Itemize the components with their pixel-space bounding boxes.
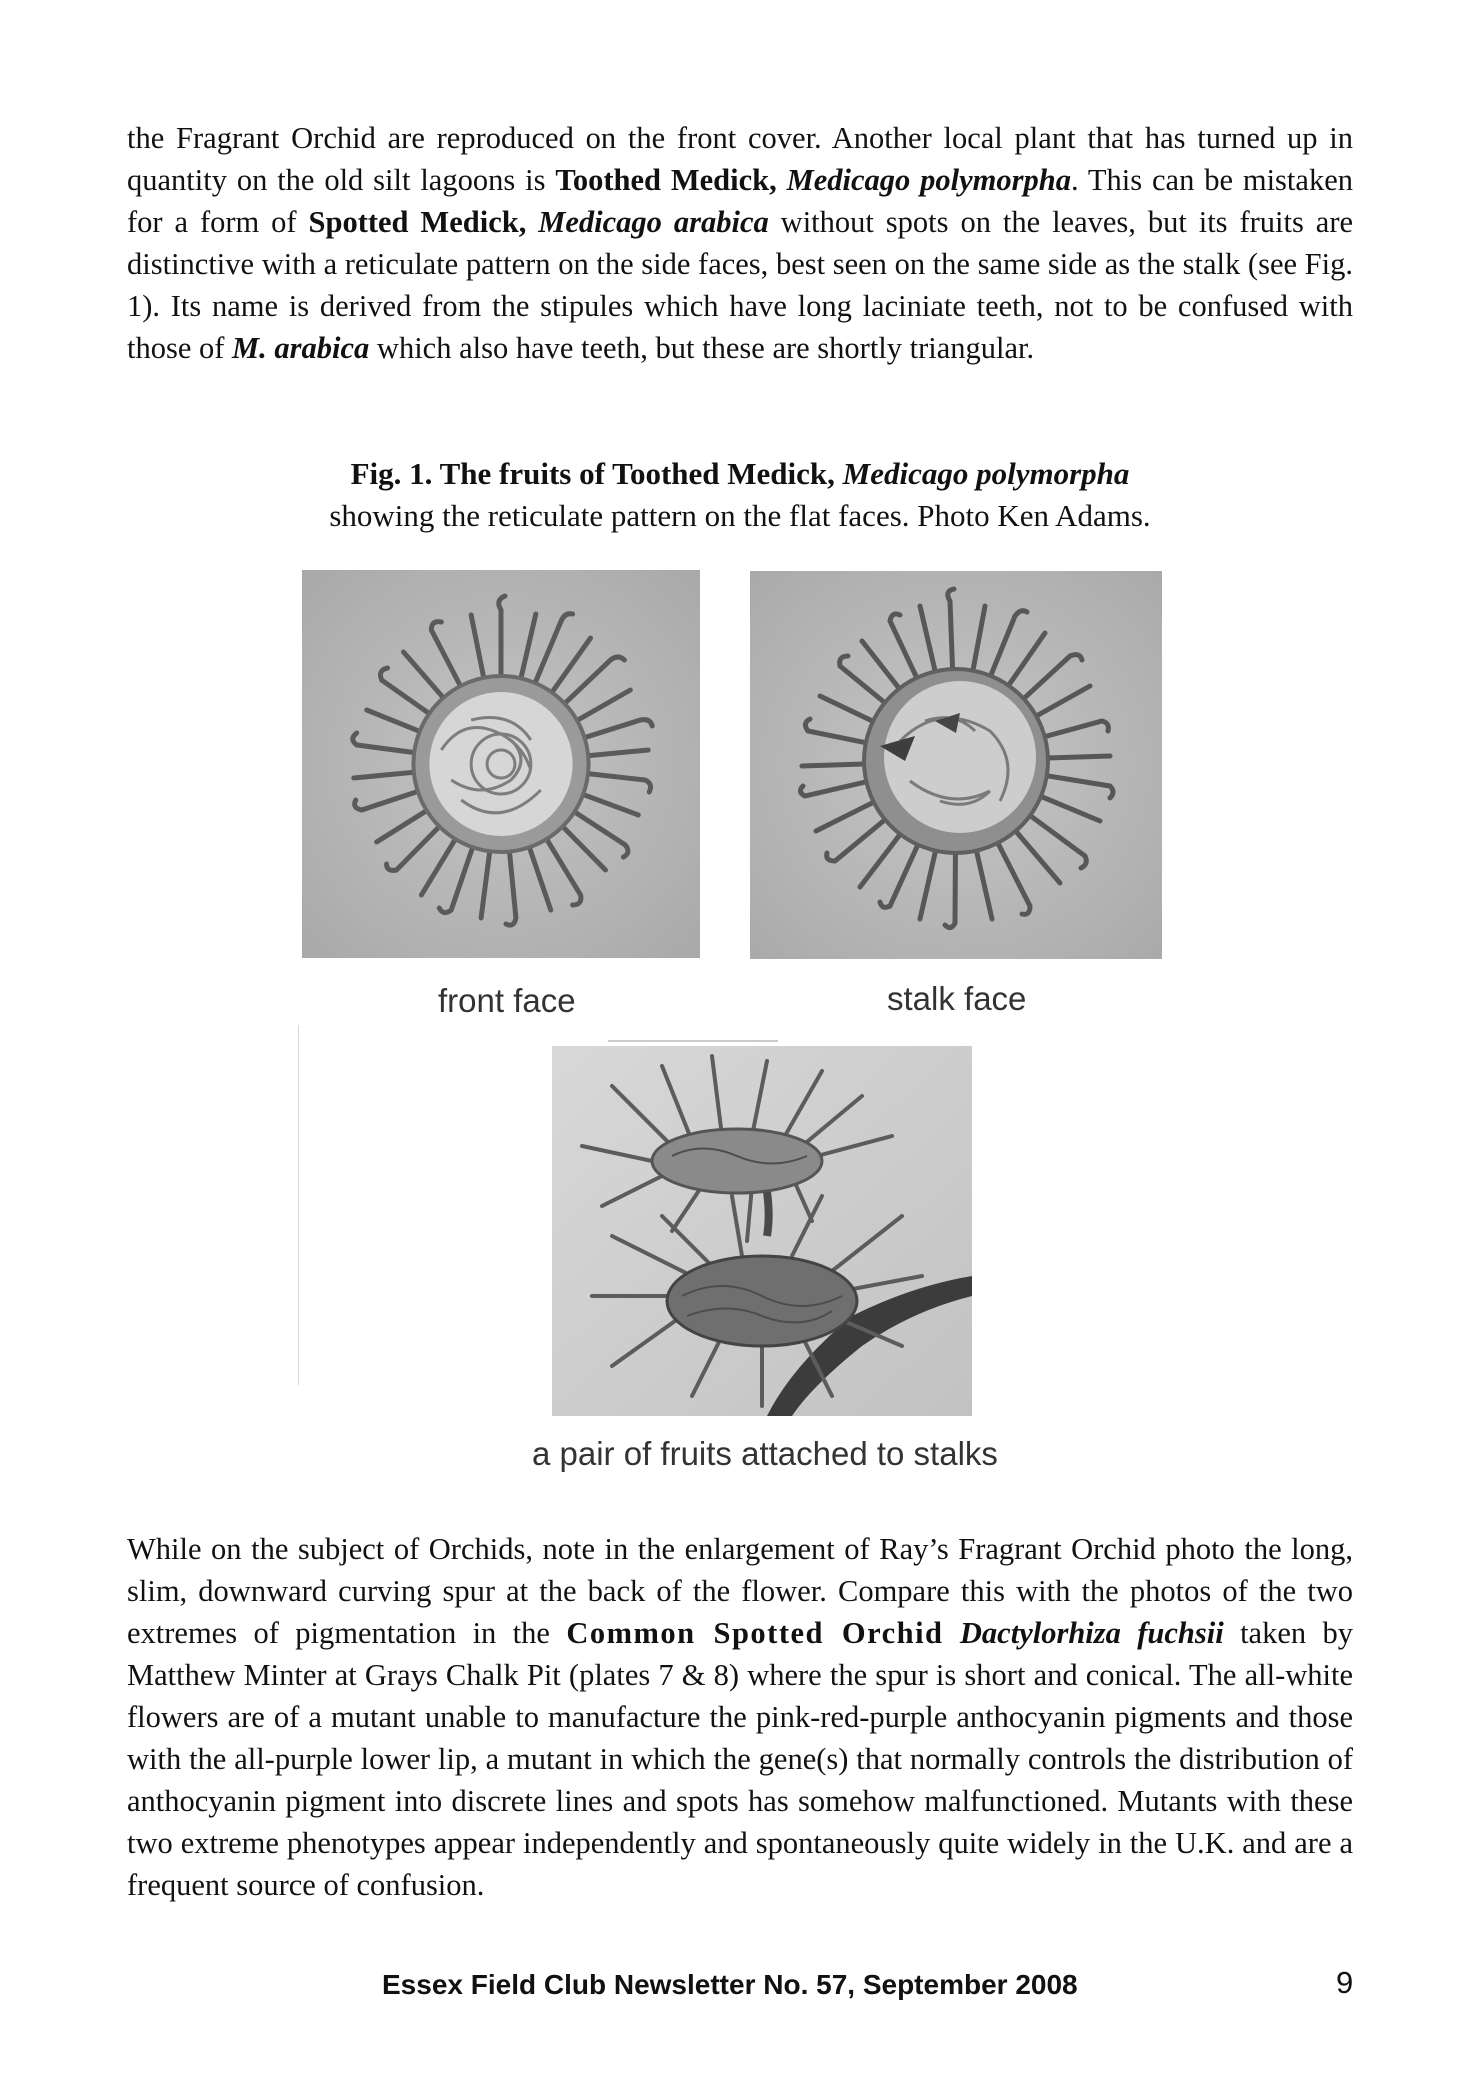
text-run: While on the subject of Orchids, note in the enlargement of Ray’s Fragrant Orchid photo the long, slim, downward curving spur at the back of the flower. Compare this with the photos of the two extremes of pigmentation in the <box>127 1532 1353 1650</box>
figure-title <box>127 454 1353 494</box>
fruit-stalk-image <box>750 571 1162 959</box>
page-number: 9 <box>1336 1965 1354 2000</box>
text-run <box>944 1616 960 1650</box>
figure-title-species: Medicago polymorpha <box>842 456 1130 491</box>
label-front-face: front face <box>438 982 576 1019</box>
bold-term: Toothed Medick, <box>555 163 777 197</box>
paragraph-orchids <box>127 1528 1353 1906</box>
species-name: Dactylorhiza fuchsii <box>959 1616 1224 1650</box>
photo-stalk-face <box>750 571 1162 959</box>
photo-front-face <box>302 570 700 958</box>
bold-term: Spotted Medick, <box>308 205 527 239</box>
fruit-front-image <box>302 570 700 958</box>
paragraph-medick <box>127 117 1353 369</box>
label-stalk-face: stalk face <box>887 980 1027 1017</box>
text-run <box>777 163 787 197</box>
species-name: Medicago arabica <box>538 205 769 239</box>
figure-title-text: Fig. 1. The fruits of Toothed Medick, <box>350 456 843 491</box>
text-run: the Fragrant Orchid are reproduced on the front cover. Another local plant that has turned up in quantity on the old silt lagoons is <box>127 121 1353 197</box>
figure-subtitle: showing the reticulate pattern on the flat faces. Photo Ken Adams. <box>329 498 1151 533</box>
text-run: . This can be mistaken for a form of <box>127 163 1353 239</box>
fruit-pair-image <box>552 1046 972 1416</box>
divider-vertical <box>298 1025 299 1385</box>
photo-fruit-pair <box>552 1046 972 1416</box>
species-name: Medicago polymorpha <box>786 163 1071 197</box>
text-run <box>526 205 538 239</box>
divider-horizontal <box>608 1040 778 1042</box>
text-run: taken by Matthew Minter at Grays Chalk Pit (plates 7 & 8) where the spur is short and conical. The all-white flowers are of a mutant unable to manufacture the pink-red-purple anthocyanin pigments and those with the all-purple lower lip, a mutant in which the gene(s) that normally controls the distribution of anthocyanin pigment into discrete lines and spots has somehow malfunctioned. Mutants with these two extreme phenotypes appear independently and spontaneously quite widely in the U.K. and are a frequent source of confusion. <box>127 1616 1354 1902</box>
text-run: which also have teeth, but these are shortly triangular. <box>369 331 1035 365</box>
species-name: M. arabica <box>232 331 370 365</box>
newsletter-footer: Essex Field Club Newsletter No. 57, September 2008 <box>382 1969 1078 2000</box>
bold-term: Common Spotted Orchid <box>566 1616 944 1650</box>
label-fruit-pair: a pair of fruits attached to stalks <box>532 1435 998 1472</box>
text-run: without spots on the leaves, but its fruits are distinctive with a reticulate pattern on the side faces, best seen on the same side as the stalk (see Fig. 1). Its name is derived from the stipules which have long laciniate teeth, not to be confused with those of <box>127 205 1354 365</box>
